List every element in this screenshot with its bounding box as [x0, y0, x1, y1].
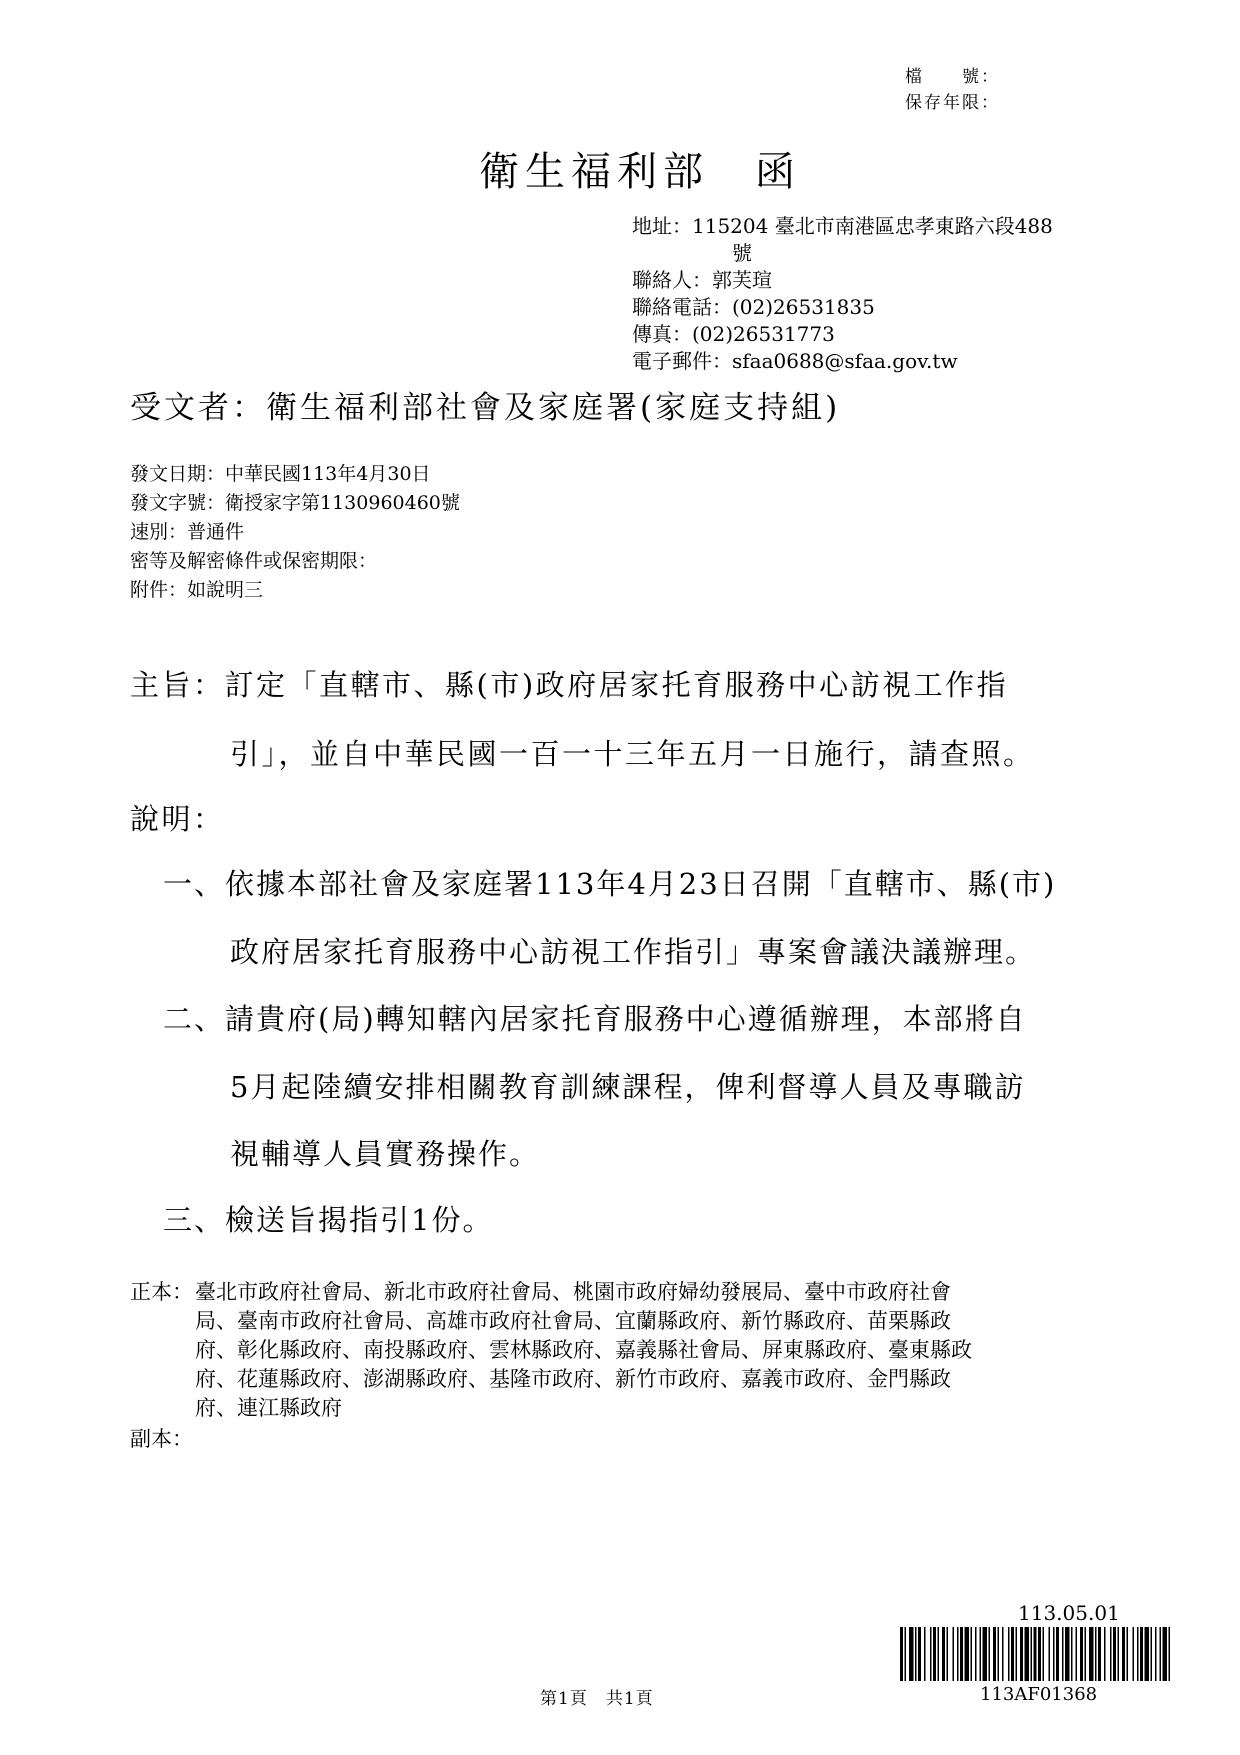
barcode-bar — [1127, 1627, 1129, 1681]
barcode-bar — [1098, 1627, 1101, 1681]
barcode-bar — [1085, 1627, 1087, 1681]
subject-line-2: 引」，並自中華民國一百一十三年五月一日施行，請查照。 — [230, 737, 1035, 771]
barcode-bar — [1071, 1627, 1073, 1681]
retention-period-label: 保存年限： — [905, 93, 1000, 113]
barcode-bar — [905, 1627, 907, 1681]
barcode-bar — [918, 1627, 921, 1681]
contact-email: 電子郵件：sfaa0688@sfaa.gov.tw — [632, 349, 958, 373]
barcode-bar — [915, 1627, 917, 1681]
barcode-bar — [1038, 1627, 1041, 1681]
explanation-item-1-cont: 政府居家托育服務中心訪視工作指引」專案會議決議辦理。 — [230, 935, 1037, 969]
barcode-bar — [1151, 1627, 1153, 1681]
contact-person: 聯絡人：郭芙瑄 — [632, 268, 772, 292]
secrecy-level: 密等及解密條件或保密期限： — [130, 550, 378, 572]
issue-date: 發文日期：中華民國113年4月30日 — [130, 463, 431, 485]
address-line-cont: 號 — [732, 241, 752, 265]
barcode-bar — [930, 1627, 932, 1681]
barcode-bar — [1133, 1627, 1135, 1681]
barcode-bar — [909, 1627, 914, 1681]
explanation-item-2: 二、請貴府(局)轉知轄內居家托育服務中心遵循辦理，本部將自 — [163, 1002, 1027, 1036]
barcode-bar — [971, 1627, 973, 1681]
barcode-bar — [975, 1627, 977, 1681]
barcode-bar — [1011, 1627, 1014, 1681]
barcode-bar — [924, 1627, 926, 1681]
delivery-speed: 速別：普通件 — [130, 521, 245, 543]
subject-line-1: 主旨：訂定「直轄市、縣(市)政府居家托育服務中心訪視工作指 — [130, 668, 1009, 702]
recipient-line: 府、花蓮縣政府、澎湖縣政府、基隆市政府、新竹市政府、嘉義市政府、金門縣政 — [195, 1367, 951, 1391]
original-recipients-label: 正本： — [130, 1280, 193, 1304]
barcode-bar — [1065, 1627, 1070, 1681]
barcode-bar — [1145, 1627, 1150, 1681]
barcode-bar — [1155, 1627, 1157, 1681]
barcode-bar — [938, 1627, 940, 1681]
barcode-bar — [900, 1627, 903, 1681]
barcode-bar — [1049, 1627, 1051, 1681]
address-line: 地址：115204 臺北市南港區忠孝東路六段488 — [632, 214, 1053, 238]
barcode-bar — [1104, 1627, 1106, 1681]
document-title: 衛生福利部 函 — [479, 149, 801, 195]
attachment: 附件：如說明三 — [130, 579, 264, 601]
page-number: 第1頁 共1頁 — [540, 1689, 654, 1709]
file-number-label: 檔 號： — [905, 67, 1000, 87]
recipient-line: 府、彰化縣政府、南投縣政府、雲林縣政府、嘉義縣社會局、屏東縣政府、臺東縣政 — [195, 1338, 972, 1362]
barcode-bar — [1118, 1627, 1120, 1681]
barcode-bar — [1089, 1627, 1094, 1681]
recipient-line: 府、連江縣政府 — [195, 1396, 342, 1420]
barcode-bar — [989, 1627, 991, 1681]
recipient-line: 局、臺南市政府社會局、高雄市政府社會局、宜蘭縣政府、新竹縣政府、苗栗縣政 — [195, 1309, 951, 1333]
barcode-bar — [942, 1627, 945, 1681]
barcode-bar — [1137, 1627, 1139, 1681]
barcode-bar — [960, 1627, 963, 1681]
barcode-bar — [998, 1627, 1000, 1681]
barcode-bar — [1062, 1627, 1064, 1681]
barcode-bar — [983, 1627, 988, 1681]
barcode-bar — [1002, 1627, 1004, 1681]
barcode-bar — [1163, 1627, 1168, 1681]
barcode-bar — [1076, 1627, 1078, 1681]
barcode-bar — [1053, 1627, 1055, 1681]
explanation-item-2-cont: 5月起陸續安排相關教育訓練課程，俾利督導人員及專職訪 — [230, 1070, 1026, 1104]
barcode-bar — [1110, 1627, 1112, 1681]
barcode-bar — [965, 1627, 970, 1681]
barcode-bar — [1034, 1627, 1037, 1681]
barcode-bar — [1031, 1627, 1033, 1681]
explanation-label: 說明： — [130, 802, 225, 836]
original-recipients-list — [195, 1278, 972, 1423]
recipient: 受文者：衛生福利部社會及家庭署(家庭支持組) — [130, 390, 841, 426]
barcode-bar — [993, 1627, 996, 1681]
contact-phone: 聯絡電話：(02)26531835 — [632, 295, 875, 319]
copy-recipients-label: 副本： — [130, 1427, 193, 1451]
contact-fax: 傳真：(02)26531773 — [632, 322, 835, 346]
file-meta — [905, 64, 1000, 116]
barcode-bar — [1080, 1627, 1083, 1681]
barcode-bar — [1122, 1627, 1125, 1681]
barcode-bar — [980, 1627, 982, 1681]
barcode-bar — [1043, 1627, 1045, 1681]
barcode-bar — [1095, 1627, 1097, 1681]
barcode-bar — [1113, 1627, 1116, 1681]
contact-block — [632, 213, 1053, 375]
date-stamp: 113.05.01 — [1018, 1601, 1120, 1625]
barcode-bar — [947, 1627, 949, 1681]
barcode-bar — [1160, 1627, 1162, 1681]
barcode-bar — [1016, 1627, 1018, 1681]
barcode-bar — [1008, 1627, 1010, 1681]
recipient-line: 臺北市政府社會局、新北市政府社會局、桃園市政府婦幼發展局、臺中市政府社會 — [195, 1280, 951, 1304]
explanation-item-2-cont: 視輔導人員實務操作。 — [230, 1137, 541, 1171]
barcode-number: 113AF01368 — [980, 1684, 1098, 1705]
barcode-bar — [1025, 1627, 1030, 1681]
barcode — [900, 1627, 1170, 1681]
barcode-bar — [1020, 1627, 1023, 1681]
barcode-bar — [953, 1627, 955, 1681]
explanation-item-3: 三、檢送旨揭指引1份。 — [163, 1203, 494, 1237]
document-meta — [130, 460, 460, 605]
barcode-bar — [933, 1627, 936, 1681]
barcode-bar — [1056, 1627, 1059, 1681]
explanation-item-1: 一、依據本部社會及家庭署113年4月23日召開「直轄市、縣(市) — [163, 867, 1057, 901]
barcode-bar — [1169, 1627, 1171, 1681]
barcode-bar — [1140, 1627, 1143, 1681]
document-number: 發文字號：衛授家字第1130960460號 — [130, 492, 460, 514]
barcode-bar — [957, 1627, 959, 1681]
